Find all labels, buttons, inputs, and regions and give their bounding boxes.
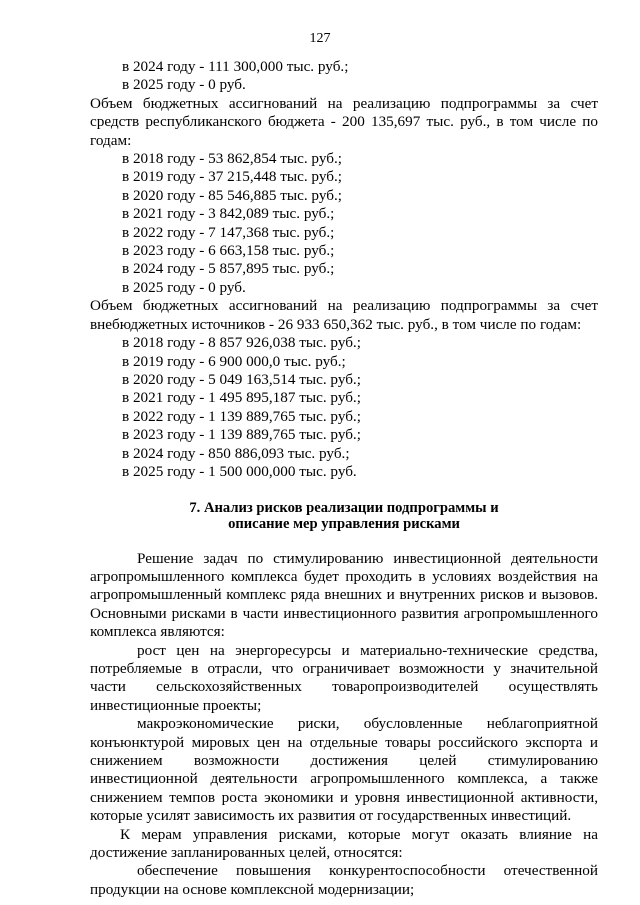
list-item: в 2025 году - 0 руб. (122, 278, 246, 296)
list-item: в 2018 году - 53 862,854 тыс. руб.; (122, 150, 342, 168)
section-heading-line: 7. Анализ рисков реализации подпрограммы и (189, 500, 499, 517)
list-item: в 2023 году - 6 663,158 тыс. руб.; (122, 242, 335, 260)
list-item: в 2024 году - 5 857,895 тыс. руб.; (122, 260, 335, 278)
risk-macro-paragraph: макроэкономические риски, обусловленные неблагоприятной конъюнктурой мировых цен на отдельные товары российского экспорта и снижением возможности достижения целей стимулированию инвестиционной деятельности агропромышленного комплекса, а также снижением темпов роста экономики и уровня инвестиционной активности, которые усилят зависимость их развития от государственных инвестиций. (90, 715, 598, 825)
page-number: 127 (309, 31, 331, 46)
measures-intro-paragraph: К мерам управления рисками, которые могут оказать влияние на достижение запланированных целей, относятся: (90, 825, 598, 862)
list-item: в 2021 году - 1 495 895,187 тыс. руб.; (122, 389, 361, 407)
list-item: в 2022 году - 7 147,368 тыс. руб.; (122, 223, 335, 241)
list-item: в 2020 году - 85 546,885 тыс. руб.; (122, 186, 342, 204)
list-item: в 2025 году - 1 500 000,000 тыс. руб. (122, 462, 357, 480)
list-item: в 2019 году - 6 900 000,0 тыс. руб.; (122, 352, 346, 370)
list-item: в 2021 году - 3 842,089 тыс. руб.; (122, 205, 335, 223)
measure-competitiveness-paragraph: обеспечение повышения конкурентоспособности отечественной продукции на основе комплексной модернизации; (90, 862, 598, 898)
republic-budget-list (90, 150, 598, 297)
list-item: в 2022 году - 1 139 889,765 тыс. руб.; (122, 407, 361, 425)
intro-paragraph: Решение задач по стимулированию инвестиционной деятельности агропромышленного комплекса будет проходить в условиях воздействия на агропромышленный комплекс ряда внешних и внутренних рисков и вызовов. Основными рисками в части инвестиционного развития агропромышленного комплекса являются: (90, 549, 598, 641)
list-item: в 2019 году - 37 215,448 тыс. руб.; (122, 168, 342, 186)
section-heading-line: описание мер управления рисками (228, 515, 460, 532)
list-item: в 2025 году - 0 руб. (122, 76, 246, 94)
list-item: в 2024 году - 850 886,093 тыс. руб.; (122, 444, 350, 462)
list-item: в 2020 году - 5 049 163,514 тыс. руб.; (122, 370, 361, 388)
list-item: в 2023 году - 1 139 889,765 тыс. руб.; (122, 426, 361, 444)
republic-budget-paragraph: Объем бюджетных ассигнований на реализацию подпрограммы за счет средств республиканского бюджета - 200 135,697 тыс. руб., в том числе по годам: (90, 94, 598, 149)
document-body (90, 58, 598, 899)
extrabudget-list (90, 334, 598, 481)
risk-prices-paragraph: рост цен на энергоресурсы и материально-технические средства, потребляемые в отрасли, что ограничивает возможности у значительной части сельскохозяйственных товаропроизводителей осуществлять инвестиционные проекты; (90, 641, 598, 714)
extrabudget-paragraph: Объем бюджетных ассигнований на реализацию подпрограммы за счет внебюджетных источников - 26 933 650,362 тыс. руб., в том числе по годам: (90, 297, 598, 333)
list-item: в 2018 году - 8 857 926,038 тыс. руб.; (122, 334, 361, 352)
top-year-list (90, 58, 598, 95)
list-item: в 2024 году - 111 300,000 тыс. руб.; (122, 58, 349, 75)
section-heading (90, 501, 598, 532)
